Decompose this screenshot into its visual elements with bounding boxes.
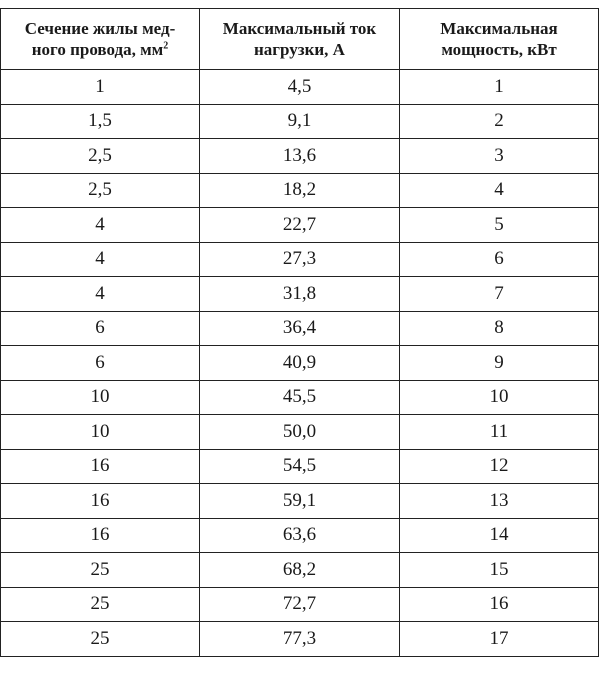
cell-max-current: 36,4 xyxy=(200,311,400,346)
cell-cross-section: 25 xyxy=(1,587,200,622)
header-max-current xyxy=(200,9,400,70)
cell-max-power: 7 xyxy=(400,277,599,312)
header-cross-section-superscript: 2 xyxy=(163,40,169,52)
cell-max-current: 68,2 xyxy=(200,553,400,588)
cell-cross-section: 2,5 xyxy=(1,173,200,208)
cell-cross-section: 4 xyxy=(1,208,200,243)
cell-max-current: 77,3 xyxy=(200,622,400,657)
table-header xyxy=(1,9,599,70)
cell-max-current: 4,5 xyxy=(200,70,400,105)
cell-cross-section: 10 xyxy=(1,415,200,450)
table-row xyxy=(1,622,599,657)
cell-max-current: 63,6 xyxy=(200,518,400,553)
table-row xyxy=(1,104,599,139)
cell-max-power: 6 xyxy=(400,242,599,277)
cell-max-current: 72,7 xyxy=(200,587,400,622)
cell-cross-section: 25 xyxy=(1,622,200,657)
cell-max-power: 5 xyxy=(400,208,599,243)
cell-cross-section: 25 xyxy=(1,553,200,588)
cell-max-power: 13 xyxy=(400,484,599,519)
cell-max-power: 16 xyxy=(400,587,599,622)
header-max-power-line1: Максимальная xyxy=(440,19,558,38)
cell-max-current: 9,1 xyxy=(200,104,400,139)
table-body xyxy=(1,70,599,657)
cell-max-current: 50,0 xyxy=(200,415,400,450)
cell-max-power: 9 xyxy=(400,346,599,381)
table-row xyxy=(1,346,599,381)
wire-load-table-container xyxy=(0,8,599,657)
cell-max-power: 4 xyxy=(400,173,599,208)
header-row xyxy=(1,9,599,70)
cell-max-current: 59,1 xyxy=(200,484,400,519)
cell-max-current: 54,5 xyxy=(200,449,400,484)
cell-max-current: 40,9 xyxy=(200,346,400,381)
header-cross-section-line1: Сечение жилы мед- xyxy=(24,19,176,38)
cell-max-power: 17 xyxy=(400,622,599,657)
header-max-power xyxy=(400,9,599,70)
cell-cross-section: 1,5 xyxy=(1,104,200,139)
cell-max-power: 15 xyxy=(400,553,599,588)
header-max-current-line1: Максимальный ток xyxy=(222,19,377,38)
table-row xyxy=(1,415,599,450)
cell-cross-section: 16 xyxy=(1,449,200,484)
table-row xyxy=(1,208,599,243)
header-max-power-line2: мощность, кВт xyxy=(441,40,557,59)
cell-max-power: 2 xyxy=(400,104,599,139)
cell-cross-section: 4 xyxy=(1,242,200,277)
cell-cross-section: 6 xyxy=(1,346,200,381)
header-cross-section-line2 xyxy=(1,39,199,60)
table-row xyxy=(1,553,599,588)
header-cross-section-line2-text: ного провода, мм xyxy=(31,40,164,59)
cell-cross-section: 10 xyxy=(1,380,200,415)
cell-max-current: 27,3 xyxy=(200,242,400,277)
table-row xyxy=(1,380,599,415)
cell-cross-section: 6 xyxy=(1,311,200,346)
wire-load-table xyxy=(0,8,599,657)
table-row xyxy=(1,484,599,519)
table-row xyxy=(1,173,599,208)
table-row xyxy=(1,311,599,346)
cell-cross-section: 2,5 xyxy=(1,139,200,174)
header-cross-section xyxy=(1,9,200,70)
table-row xyxy=(1,242,599,277)
table-row xyxy=(1,518,599,553)
table-row xyxy=(1,587,599,622)
cell-max-power: 14 xyxy=(400,518,599,553)
cell-cross-section: 4 xyxy=(1,277,200,312)
cell-max-power: 1 xyxy=(400,70,599,105)
cell-cross-section: 1 xyxy=(1,70,200,105)
table-row xyxy=(1,449,599,484)
cell-max-power: 3 xyxy=(400,139,599,174)
cell-max-power: 11 xyxy=(400,415,599,450)
cell-max-current: 18,2 xyxy=(200,173,400,208)
cell-max-current: 31,8 xyxy=(200,277,400,312)
table-row xyxy=(1,70,599,105)
cell-max-current: 22,7 xyxy=(200,208,400,243)
cell-max-power: 10 xyxy=(400,380,599,415)
cell-max-power: 12 xyxy=(400,449,599,484)
cell-max-power: 8 xyxy=(400,311,599,346)
table-row xyxy=(1,277,599,312)
cell-max-current: 13,6 xyxy=(200,139,400,174)
header-max-current-line2: нагрузки, А xyxy=(254,40,345,59)
cell-cross-section: 16 xyxy=(1,518,200,553)
table-row xyxy=(1,139,599,174)
cell-cross-section: 16 xyxy=(1,484,200,519)
cell-max-current: 45,5 xyxy=(200,380,400,415)
